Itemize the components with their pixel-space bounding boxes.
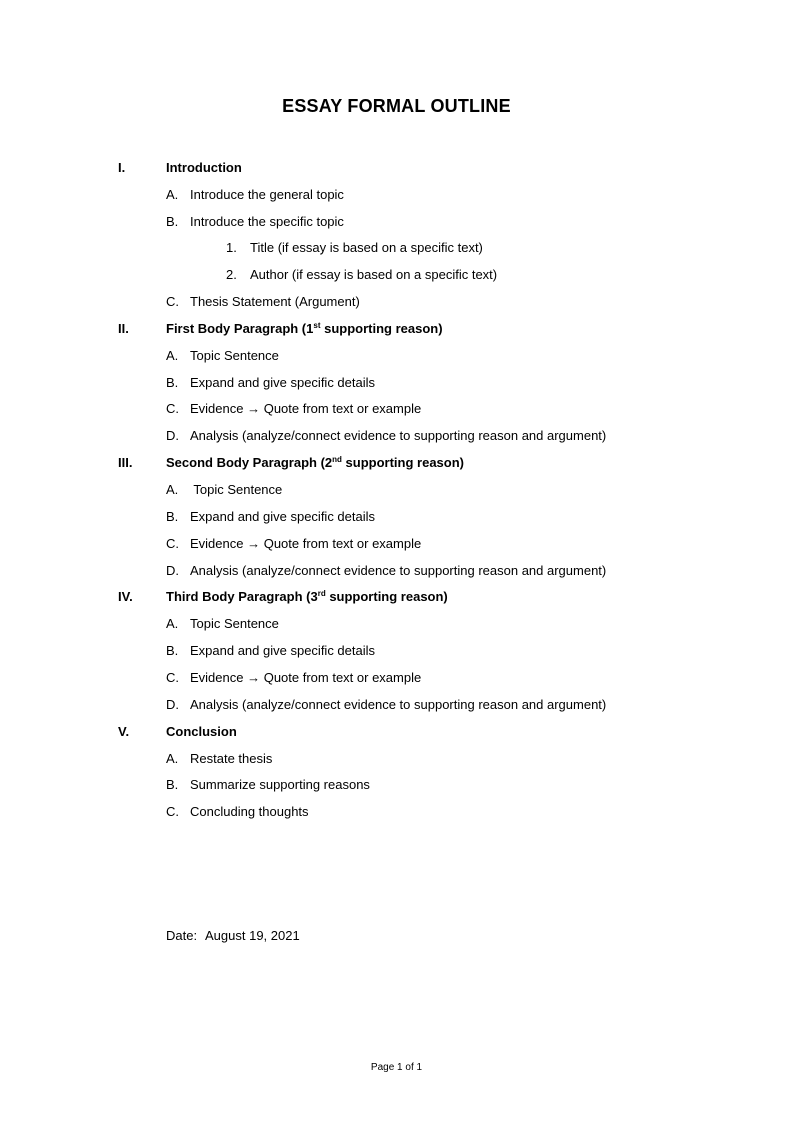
item-letter: A. (166, 751, 179, 766)
item-letter: A. (166, 482, 179, 497)
item-text: Summarize supporting reasons (190, 777, 370, 792)
item-letter: C. (166, 670, 179, 685)
item-letter: B. (166, 214, 179, 229)
date-value: August 19, 2021 (205, 928, 300, 943)
item-letter: C. (166, 294, 179, 309)
item-letter: B. (166, 375, 179, 390)
item-text: Expand and give specific details (190, 375, 376, 390)
item-text: Analysis (analyze/connect evidence to supporting reason and argument) (190, 563, 607, 578)
section-numeral: II. (118, 321, 129, 336)
item-letter: C. (166, 401, 179, 416)
section-heading: First Body Paragraph (1st supporting reason) (166, 321, 443, 336)
page-footer: Page 1 of 1 (370, 1062, 423, 1073)
item-letter: D. (166, 428, 179, 443)
section-numeral: V. (118, 724, 130, 739)
section-heading: Conclusion (166, 724, 237, 739)
item-text: Expand and give specific details (190, 643, 376, 658)
section-numeral: I. (118, 160, 126, 175)
item-text: Analysis (analyze/connect evidence to supporting reason and argument) (190, 428, 607, 443)
item-text: Introduce the specific topic (190, 214, 344, 229)
item-text: Evidence → Quote from text or example (190, 536, 422, 551)
item-text: Restate thesis (190, 751, 273, 766)
item-text: Concluding thoughts (190, 804, 309, 819)
item-text: Evidence → Quote from text or example (190, 401, 422, 416)
item-text: Evidence → Quote from text or example (190, 670, 422, 685)
item-letter: A. (166, 348, 179, 363)
item-letter: C. (166, 804, 179, 819)
item-text: Thesis Statement (Argument) (190, 294, 360, 309)
section-heading: Third Body Paragraph (3rd supporting reason) (166, 589, 448, 604)
subitem-text: Author (if essay is based on a specific text) (250, 267, 498, 282)
item-text: Topic Sentence (190, 348, 279, 363)
item-letter: C. (166, 536, 179, 551)
item-letter: A. (166, 187, 179, 202)
item-text: Topic Sentence (190, 482, 283, 497)
section-heading: Introduction (166, 160, 242, 175)
item-text: Topic Sentence (190, 616, 279, 631)
section-heading: Second Body Paragraph (2nd supporting reason) (166, 455, 464, 470)
item-letter: D. (166, 697, 179, 712)
subitem-number: 1. (226, 240, 237, 255)
item-letter: B. (166, 643, 179, 658)
item-text: Introduce the general topic (190, 187, 344, 202)
section-numeral: IV. (118, 589, 133, 604)
ordinal-suffix: rd (317, 589, 326, 598)
document-title: ESSAY FORMAL OUTLINE (282, 96, 511, 116)
subitem-text: Title (if essay is based on a specific text) (250, 240, 483, 255)
subitem-number: 2. (226, 267, 237, 282)
item-text: Analysis (analyze/connect evidence to supporting reason and argument) (190, 697, 607, 712)
item-letter: B. (166, 777, 179, 792)
item-letter: A. (166, 616, 179, 631)
ordinal-suffix: nd (332, 455, 342, 464)
ordinal-suffix: st (313, 321, 321, 330)
item-text: Expand and give specific details (190, 509, 376, 524)
item-letter: D. (166, 563, 179, 578)
date-label: Date: (166, 928, 198, 943)
item-letter: B. (166, 509, 179, 524)
section-numeral: III. (118, 455, 133, 470)
